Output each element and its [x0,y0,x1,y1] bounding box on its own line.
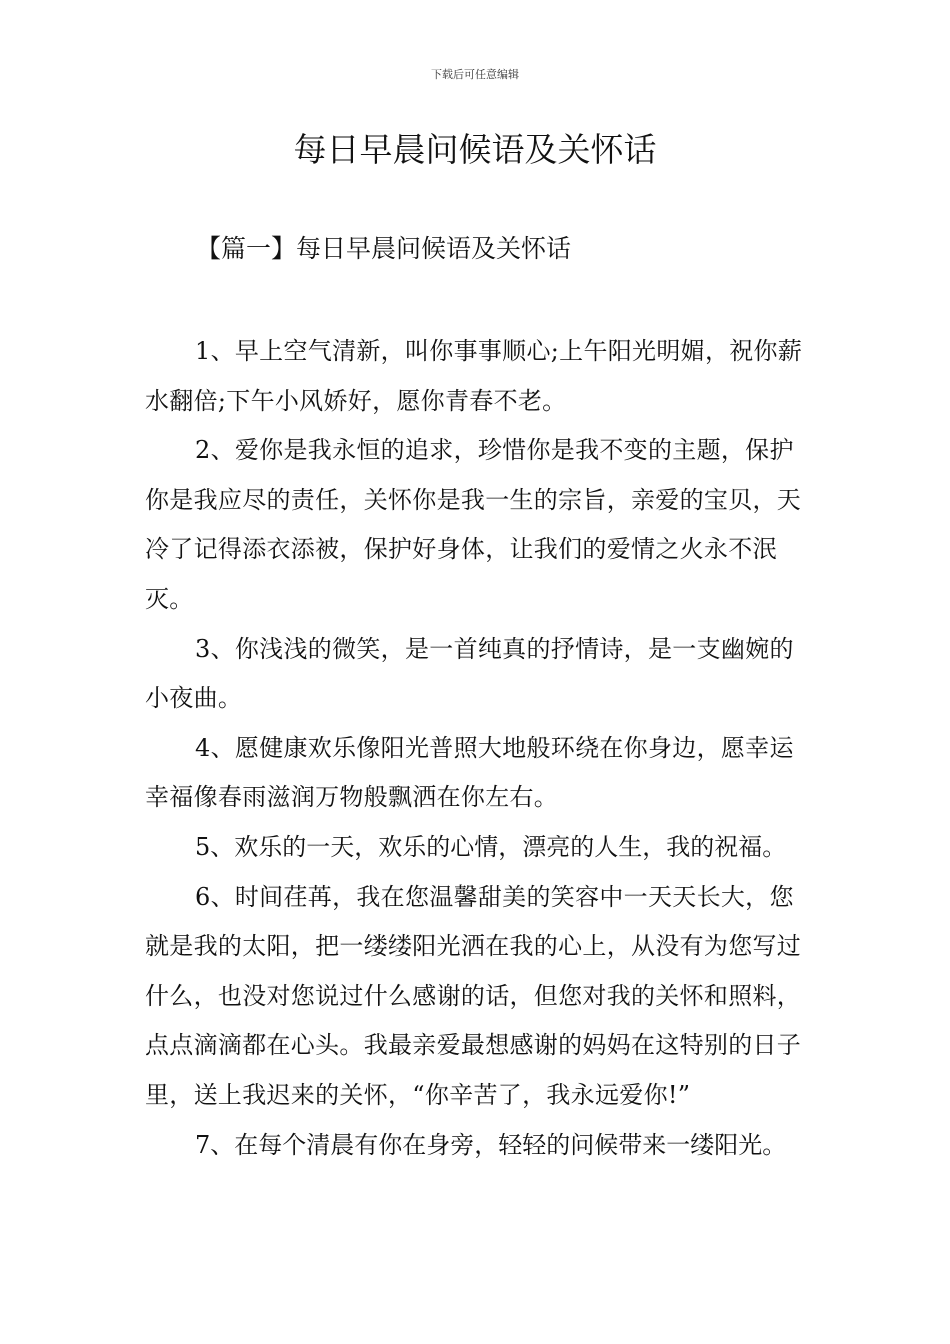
paragraph-3: 3、你浅浅的微笑，是一首纯真的抒情诗，是一支幽婉的小夜曲。 [145,634,794,713]
paragraph-6: 6、时间荏苒，我在您温馨甜美的笑容中一天天长大，您就是我的太阳，把一缕缕阳光洒在我的心上，从没有为您写过什么，也没对您说过什么感谢的话，但您对我的关怀和照料，点点滴滴都在心头。我最亲爱最想感谢的妈妈在这特别的日子里，送上我迟来的关怀，“你辛苦了，我永远爱你!” [145,882,802,1109]
paragraph-7: 7、在每个清晨有你在身旁，轻轻的问候带来一缕阳光。 [195,1130,787,1159]
section-heading: 【篇一】每日早晨问候语及关怀话 [196,234,572,263]
paragraph-2: 2、爱你是我永恒的追求，珍惜你是我不变的主题，保护你是我应尽的责任，关怀你是我一生的宗旨，亲爱的宝贝，天冷了记得添衣添被，保护好身体，让我们的爱情之火永不泯灭。 [145,436,802,613]
paragraph-5: 5、欢乐的一天，欢乐的心情，漂亮的人生，我的祝福。 [195,832,787,861]
document-body [145,327,810,1170]
header-note: 下载后可任意编辑 [431,68,519,81]
paragraph-4: 4、愿健康欢乐像阳光普照大地般环绕在你身边，愿幸运幸福像春雨滋润万物般飘洒在你左右。 [145,733,794,812]
document-title: 每日早晨问候语及关怀话 [293,130,657,169]
paragraph-1: 1、早上空气清新，叫你事事顺心;上午阳光明媚，祝你薪水翻倍;下午小风娇好，愿你青春不老。 [145,337,803,415]
